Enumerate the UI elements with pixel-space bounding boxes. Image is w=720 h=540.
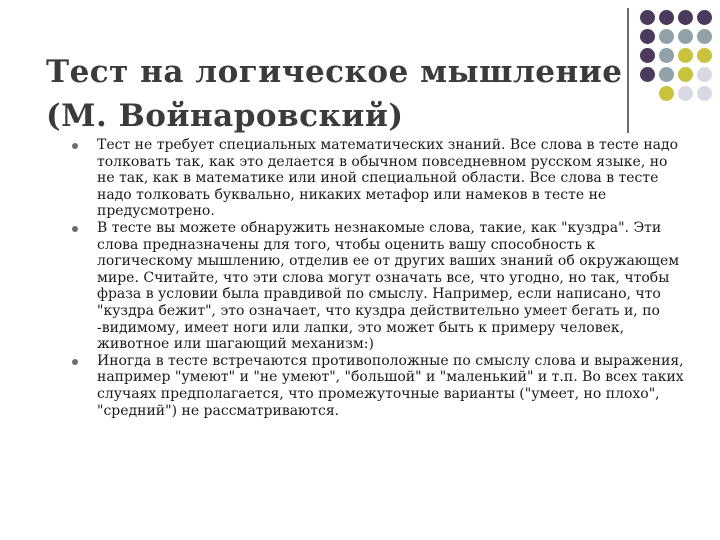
bullet-item	[72, 353, 684, 419]
bullet-item	[72, 220, 684, 353]
decorative-dot	[697, 67, 712, 82]
decorative-dot	[697, 86, 712, 101]
decorative-dot	[678, 48, 693, 63]
bullet-item	[72, 137, 684, 220]
bullet-marker-icon	[72, 226, 78, 232]
decorative-dot	[659, 10, 674, 25]
decorative-dot	[640, 67, 655, 82]
decorative-dot	[640, 86, 655, 101]
decorative-dot	[659, 86, 674, 101]
bullet-text: Иногда в тесте встречаются противоположные по смыслу слова и выражения, например "умеют" и "не умеют", "большой" и "маленький" и т.п. Во всех таких случаях предполагается, что промежуточные варианты ("умеет, но плохо", "средний") не рассматриваются.	[97, 352, 684, 419]
slide-title	[46, 50, 646, 138]
bullet-text: Тест не требует специальных математических знаний. Все слова в тесте надо толковать так, как это делается в обычном повседневном русском языке, но не так, как в математике или иной специальной области. Все слова в тесте надо толковать буквально, никаких метафор или намеков в тесте не предусмотрено.	[97, 137, 679, 220]
decorative-dot	[659, 48, 674, 63]
title-line-2: (М. Войнаровский)	[46, 98, 404, 134]
bullet-text: В тесте вы можете обнаружить незнакомые слова, такие, как "куздра". Эти слова предназначены для того, чтобы оценить вашу способность к логическому мышлению, отделив ее от других ваших знаний об окружающем мире. Считайте, что эти слова могут означать все, что угодно, но так, чтобы фраза в условии была правдивой по смыслу. Например, если написано, что "куздра бежит", это означает, что куздра действительно умеет бегать и, по -видимому, имеет ноги или лапки, это может быть к примеру человек, животное или шагающий механизм:)	[97, 219, 680, 353]
decorative-dot	[640, 48, 655, 63]
decorative-dot	[678, 10, 693, 25]
decorative-dot-grid	[640, 10, 716, 105]
decorative-dot	[678, 29, 693, 44]
decorative-dot	[697, 10, 712, 25]
bullet-list	[72, 137, 684, 419]
decorative-dot	[659, 29, 674, 44]
decorative-dot	[640, 29, 655, 44]
decorative-dot	[697, 48, 712, 63]
decorative-dot	[640, 10, 655, 25]
decorative-dot	[678, 67, 693, 82]
decorative-dot	[659, 67, 674, 82]
bullet-marker-icon	[72, 359, 78, 365]
decorative-vertical-line	[627, 8, 629, 133]
title-line-1: Тест на логическое мышление	[46, 54, 623, 90]
decorative-dot	[678, 86, 693, 101]
decorative-dot	[697, 29, 712, 44]
bullet-marker-icon	[72, 143, 78, 149]
